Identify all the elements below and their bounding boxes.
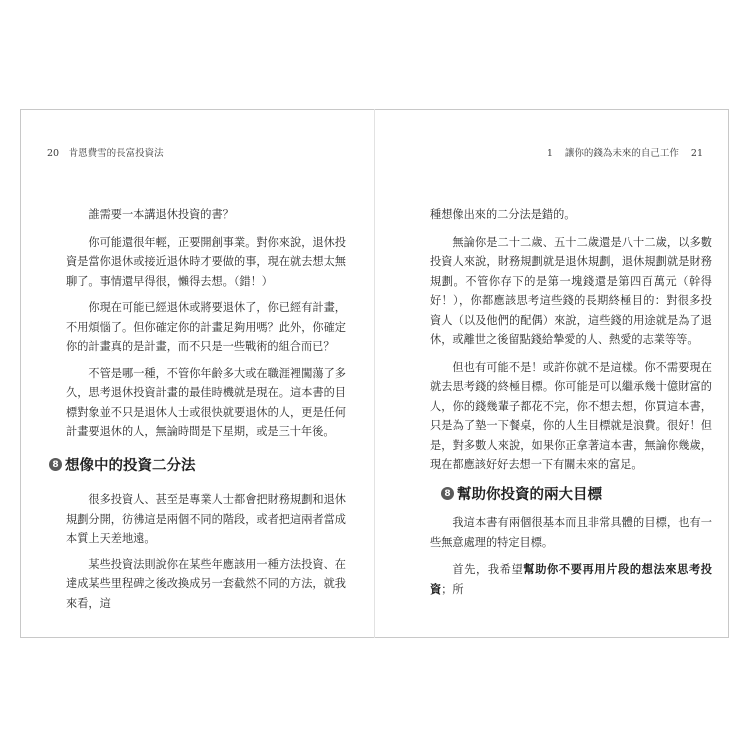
right-header-title: 讓你的錢為未來的自己工作 xyxy=(564,148,679,159)
right-paragraph-2: 但也有可能不是！或許你就不是這樣。你不需要現在就去思考錢的終極目標。你可能是可以繼承幾十億財富的人，你的錢幾輩子都花不完，你不想去想，你買這本書，只是為了墊一下餐桌，你的人生目標就是浪費。很好！但是，對多數人來說，如果你正拿著這本書，無論你幾歲，現在都應該好好去想一下有關未來的富足。 xyxy=(430,360,712,471)
right-header-page-number: 21 xyxy=(690,148,703,159)
right-page-header xyxy=(547,145,703,159)
left-section-paragraph-1: 很多投資人、甚至是專業人士都會把財務規劃和退休規劃分開，彷彿這是兩個不同的階段，或者把這兩者當成本質上天差地遠。 xyxy=(66,493,346,545)
right-paragraph-1: 無論你是二十二歲、五十二歲還是八十二歲，以多數投資人來說，財務規劃就是退休規劃，退休規劃就是財務規劃。不管你存下的是第一塊錢還是第四百萬元（幹得好！），你都應該思考這些錢的長期終極目的：對很多投資人（以及他們的配偶）來說，這些錢的用途就是為了退休，或離世之後留點錢給摯愛的人、熱愛的志業等等。 xyxy=(430,235,712,346)
book-spine xyxy=(374,109,375,638)
left-section-heading xyxy=(49,454,196,475)
right-last-paragraph xyxy=(430,560,712,599)
right-section-paragraph-1: 我這本書有兩個很基本而且非常具體的目標，也有一些無意處理的特定目標。 xyxy=(430,516,712,549)
left-page-section-body xyxy=(66,490,346,613)
right-page xyxy=(430,205,712,475)
section-number-icon: 8 xyxy=(49,458,62,471)
left-page xyxy=(66,205,346,442)
left-paragraph-2: 你可能還很年輕，正要開創事業。對你來說，退休投資是當你退休或接近退休時才要做的事，現在就去想太無聊了。事情還早得很，懶得去想。（錯！） xyxy=(66,235,346,288)
right-last-paragraph-emphasis: 幫助你不要再用片段的想法來思考投資 xyxy=(430,562,712,596)
right-section-title: 幫助你投資的兩大目標 xyxy=(457,486,602,503)
left-page-header: 20 肯恩費雪的長富投資法 xyxy=(47,148,164,159)
right-header-chapter: 1 xyxy=(546,148,553,159)
right-section-heading xyxy=(441,483,602,504)
section-number-icon: 8 xyxy=(441,487,454,500)
right-page-section-body xyxy=(430,513,712,599)
left-paragraph-1: 誰需要一本講退休投資的書？ xyxy=(88,208,234,221)
right-last-paragraph-suffix: ；所 xyxy=(441,582,464,596)
left-paragraph-3: 你現在可能已經退休或將要退休了，你已經有計畫，不用煩惱了。但你確定你的計畫足夠用嗎？此外，你確定你的計畫真的是計畫，而不只是一些戰術的組合而已？ xyxy=(66,301,346,353)
left-paragraph-4: 不管是哪一種，不管你年齡多大或在職涯裡闖蕩了多久，思考退休投資計畫的最佳時機就是現在。這本書的目標對象並不只是退休人士或很快就要退休的人，更是任何計畫要退休的人，無論時間是下星期，或是三十年後。 xyxy=(66,366,346,438)
right-continuation: 種想像出來的二分法是錯的。 xyxy=(430,208,576,221)
left-section-paragraph-2: 某些投資法則說你在某些年應該用一種方法投資、在達成某些里程碑之後改換成另一套截然不同的方法，就我來看，這 xyxy=(66,557,346,610)
left-section-title: 想像中的投資二分法 xyxy=(65,457,196,474)
right-last-paragraph-prefix: 首先，我希望 xyxy=(452,563,524,576)
